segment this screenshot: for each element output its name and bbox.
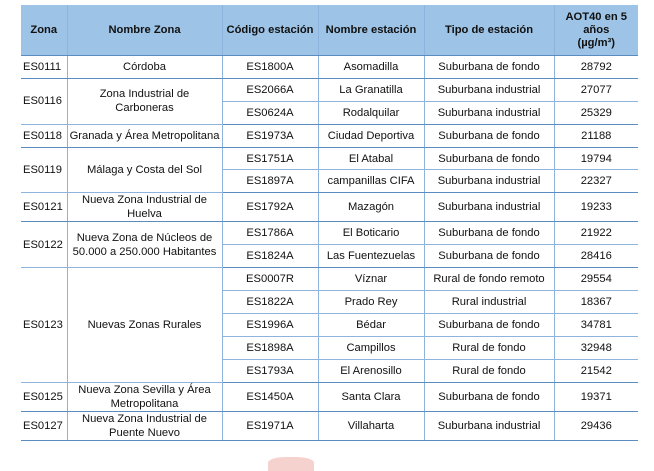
zona-code-cell: ES0122	[21, 222, 67, 268]
station-name-cell: Campillos	[318, 336, 424, 359]
aot40-table	[21, 5, 638, 441]
station-name-cell: La Granatilla	[318, 78, 424, 101]
aot40-value-cell: 21542	[554, 359, 638, 382]
station-name-cell: Asomadilla	[318, 56, 424, 79]
station-name-cell: Bédar	[318, 313, 424, 336]
zona-code-cell: ES0118	[21, 124, 67, 147]
aot40-value-cell: 21188	[554, 124, 638, 147]
station-type-cell: Rural de fondo	[424, 359, 554, 382]
header-zona: Zona	[21, 5, 67, 56]
table-row	[21, 78, 638, 101]
station-name-cell: campanillas CIFA	[318, 170, 424, 193]
header-tipo-estacion: Tipo de estación	[424, 5, 554, 56]
zona-name-cell: Nuevas Zonas Rurales	[67, 268, 222, 382]
station-code-cell: ES0624A	[222, 101, 318, 124]
header-nombre-estacion: Nombre estación	[318, 5, 424, 56]
table-body	[21, 56, 638, 441]
station-type-cell: Suburbana industrial	[424, 170, 554, 193]
station-code-cell: ES1786A	[222, 222, 318, 245]
header-row	[21, 5, 638, 56]
station-code-cell: ES2066A	[222, 78, 318, 101]
aot40-value-cell: 22327	[554, 170, 638, 193]
aot40-value-cell: 19371	[554, 382, 638, 411]
station-type-cell: Rural de fondo remoto	[424, 268, 554, 291]
station-type-cell: Suburbana de fondo	[424, 56, 554, 79]
header-codigo-estacion: Código estación	[222, 5, 318, 56]
zona-code-cell: ES0121	[21, 193, 67, 222]
station-type-cell: Suburbana de fondo	[424, 147, 554, 170]
station-name-cell: Mazagón	[318, 193, 424, 222]
station-name-cell: Ciudad Deportiva	[318, 124, 424, 147]
zona-name-cell: Nueva Zona Sevilla y Área Metropolitana	[67, 382, 222, 411]
station-name-cell: Prado Rey	[318, 291, 424, 314]
station-type-cell: Suburbana de fondo	[424, 313, 554, 336]
zona-name-cell: Nueva Zona Industrial de Huelva	[67, 193, 222, 222]
table-row	[21, 147, 638, 170]
zona-name-cell: Málaga y Costa del Sol	[67, 147, 222, 193]
aot40-value-cell: 27077	[554, 78, 638, 101]
aot40-value-cell: 28416	[554, 245, 638, 268]
aot40-value-cell: 28792	[554, 56, 638, 79]
header-aot40	[554, 5, 638, 56]
station-name-cell: Villaharta	[318, 411, 424, 440]
zona-code-cell: ES0116	[21, 78, 67, 124]
aot40-value-cell: 19794	[554, 147, 638, 170]
station-code-cell: ES1971A	[222, 411, 318, 440]
aot40-value-cell: 18367	[554, 291, 638, 314]
header-aot40-unit: (µg/m³)	[577, 36, 615, 49]
table-row	[21, 268, 638, 291]
station-code-cell: ES0007R	[222, 268, 318, 291]
station-code-cell: ES1824A	[222, 245, 318, 268]
station-code-cell: ES1793A	[222, 359, 318, 382]
table-row	[21, 382, 638, 411]
station-name-cell: El Arenosillo	[318, 359, 424, 382]
zona-name-cell: Granada y Área Metropolitana	[67, 124, 222, 147]
station-name-cell: Las Fuentezuelas	[318, 245, 424, 268]
zona-name-cell: Córdoba	[67, 56, 222, 79]
station-code-cell: ES1898A	[222, 336, 318, 359]
header-aot40-label: AOT40 en 5 años	[565, 10, 628, 36]
station-code-cell: ES1822A	[222, 291, 318, 314]
station-code-cell: ES1996A	[222, 313, 318, 336]
station-code-cell: ES1792A	[222, 193, 318, 222]
station-code-cell: ES1897A	[222, 170, 318, 193]
station-type-cell: Suburbana de fondo	[424, 382, 554, 411]
watermark-shape	[268, 457, 314, 471]
aot40-value-cell: 34781	[554, 313, 638, 336]
station-type-cell: Suburbana de fondo	[424, 222, 554, 245]
station-type-cell: Suburbana industrial	[424, 193, 554, 222]
station-code-cell: ES1751A	[222, 147, 318, 170]
station-type-cell: Suburbana de fondo	[424, 245, 554, 268]
station-code-cell: ES1973A	[222, 124, 318, 147]
aot40-value-cell: 29436	[554, 411, 638, 440]
table-row	[21, 124, 638, 147]
station-type-cell: Suburbana de fondo	[424, 124, 554, 147]
zona-name-cell: Zona Industrial de Carboneras	[67, 78, 222, 124]
station-name-cell: El Atabal	[318, 147, 424, 170]
aot40-value-cell: 29554	[554, 268, 638, 291]
aot40-value-cell: 25329	[554, 101, 638, 124]
station-type-cell: Suburbana industrial	[424, 411, 554, 440]
station-type-cell: Rural de fondo	[424, 336, 554, 359]
header-nombre-zona: Nombre Zona	[67, 5, 222, 56]
aot40-value-cell: 32948	[554, 336, 638, 359]
station-name-cell: Rodalquilar	[318, 101, 424, 124]
zona-name-cell: Nueva Zona Industrial de Puente Nuevo	[67, 411, 222, 440]
station-type-cell: Rural industrial	[424, 291, 554, 314]
aot40-value-cell: 19233	[554, 193, 638, 222]
aot40-value-cell: 21922	[554, 222, 638, 245]
table-row	[21, 411, 638, 440]
zona-code-cell: ES0125	[21, 382, 67, 411]
table-row	[21, 56, 638, 79]
station-name-cell: El Boticario	[318, 222, 424, 245]
station-name-cell: Víznar	[318, 268, 424, 291]
station-name-cell: Santa Clara	[318, 382, 424, 411]
zona-code-cell: ES0123	[21, 268, 67, 382]
station-type-cell: Suburbana industrial	[424, 101, 554, 124]
zona-code-cell: ES0111	[21, 56, 67, 79]
station-type-cell: Suburbana industrial	[424, 78, 554, 101]
zona-code-cell: ES0119	[21, 147, 67, 193]
station-code-cell: ES1450A	[222, 382, 318, 411]
table-row	[21, 193, 638, 222]
table-row	[21, 222, 638, 245]
zona-name-cell: Nueva Zona de Núcleos de 50.000 a 250.000 Habitantes	[67, 222, 222, 268]
zona-code-cell: ES0127	[21, 411, 67, 440]
station-code-cell: ES1800A	[222, 56, 318, 79]
